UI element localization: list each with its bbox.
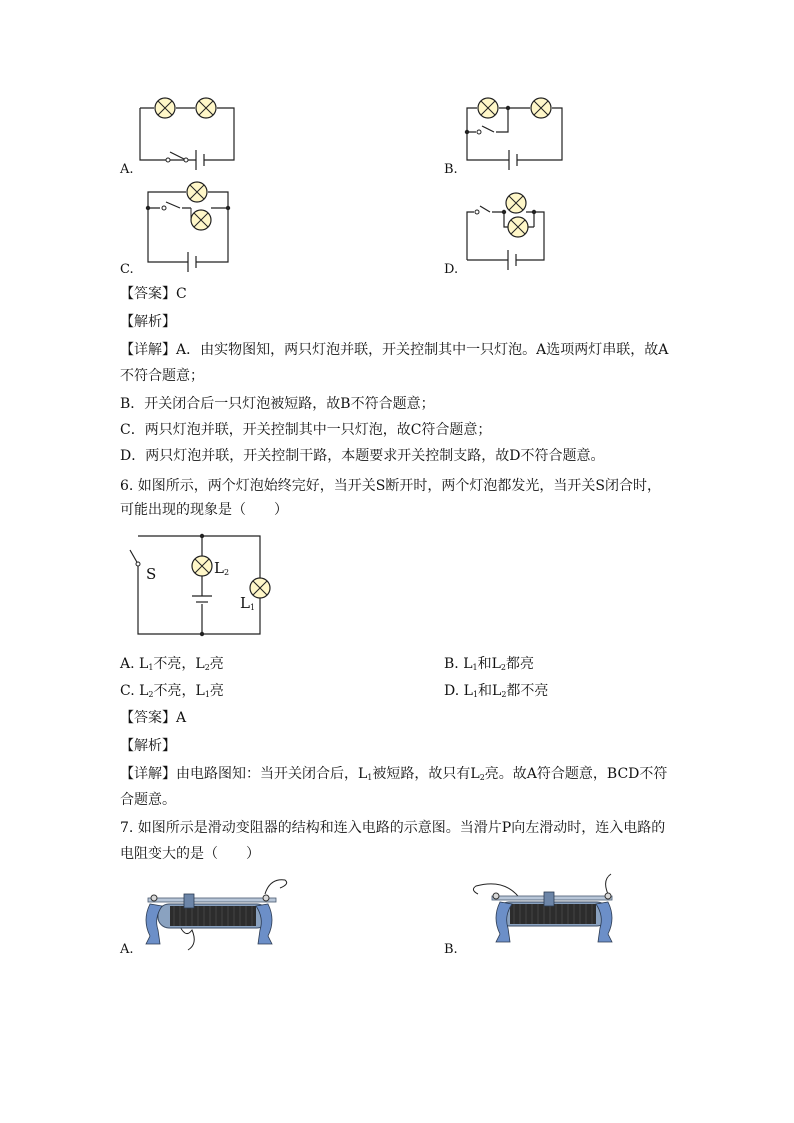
q7-question-line-2: 电阻变大的是（ ）	[120, 846, 260, 862]
q6-option-c: C. $L_2$不亮，$L_1$亮	[120, 683, 224, 699]
q5-answer	[120, 284, 187, 304]
detail-label: 【详解】	[120, 342, 176, 358]
q6-detail-line-2: 合题意。	[120, 792, 176, 808]
q6-question-line-1: 6. 如图所示，两个灯泡始终完好，当开关S断开时，两个灯泡都发光，当开关S闭合时，	[120, 478, 661, 494]
q6-analysis-label: 【解析】	[120, 738, 176, 754]
option-c-label: C.	[120, 262, 134, 277]
q6-option-b: B. $L_1$和$L_2$都亮	[444, 656, 534, 672]
circuit-diagram-c	[138, 180, 248, 270]
answer-value: C	[176, 286, 187, 302]
q7-option-b-label: B.	[444, 942, 458, 957]
q6-option-d: D. $L_1$和$L_2$都不亮	[444, 683, 549, 699]
q5-analysis-label: 【解析】	[120, 314, 176, 330]
q6-question-line-2: 可能出现的现象是（ ）	[120, 502, 288, 518]
lamp-l1-label: $L_1$	[240, 594, 256, 612]
detail-label: 【详解】	[120, 766, 176, 782]
q6-circuit-diagram	[128, 532, 268, 642]
q6-answer	[120, 708, 186, 728]
q5-detail-line-3: B．开关闭合后一只灯泡被短路，故B不符合题意；	[120, 396, 435, 412]
q7-question-line-1: 7. 如图所示是滑动变阻器的结构和连入电路的示意图。当滑片P向左滑动时，连入电路的	[120, 820, 666, 836]
q5-detail-line-2: 不符合题意；	[120, 368, 204, 384]
rheostat-image-b	[466, 872, 626, 952]
circuit-diagram-a	[130, 92, 250, 172]
lamp-l2-label: $L_2$	[214, 559, 230, 577]
option-a-label: A.	[120, 162, 134, 177]
q6-detail-line-1: 【详解】由电路图知：当开关闭合后，$L_1$被短路，故只有$L_2$亮。故A符合题意，BCD不符	[120, 766, 668, 782]
option-d-label: D.	[444, 262, 459, 277]
answer-value: A	[176, 710, 187, 726]
option-b-label: B.	[444, 162, 458, 177]
q5-detail-line-5: D．两只灯泡并联，开关控制干路，本题要求开关控制支路，故D不符合题意。	[120, 448, 605, 464]
q6-option-a: A. $L_1$不亮，$L_2$亮	[120, 656, 224, 672]
circuit-diagram-d	[462, 190, 562, 270]
q7-option-a-label: A.	[120, 942, 134, 957]
q5-detail-line-1: 【详解】A．由实物图知，两只灯泡并联，开关控制其中一只灯泡。A选项两灯串联，故A	[120, 342, 669, 358]
switch-s-label: S	[146, 565, 157, 583]
circuit-diagram-b	[462, 92, 582, 172]
q5-detail-line-4: C．两只灯泡并联，开关控制其中一只灯泡，故C符合题意；	[120, 422, 492, 438]
answer-label: 【答案】	[120, 286, 176, 302]
answer-label: 【答案】	[120, 710, 176, 726]
rheostat-image-a	[140, 874, 300, 954]
